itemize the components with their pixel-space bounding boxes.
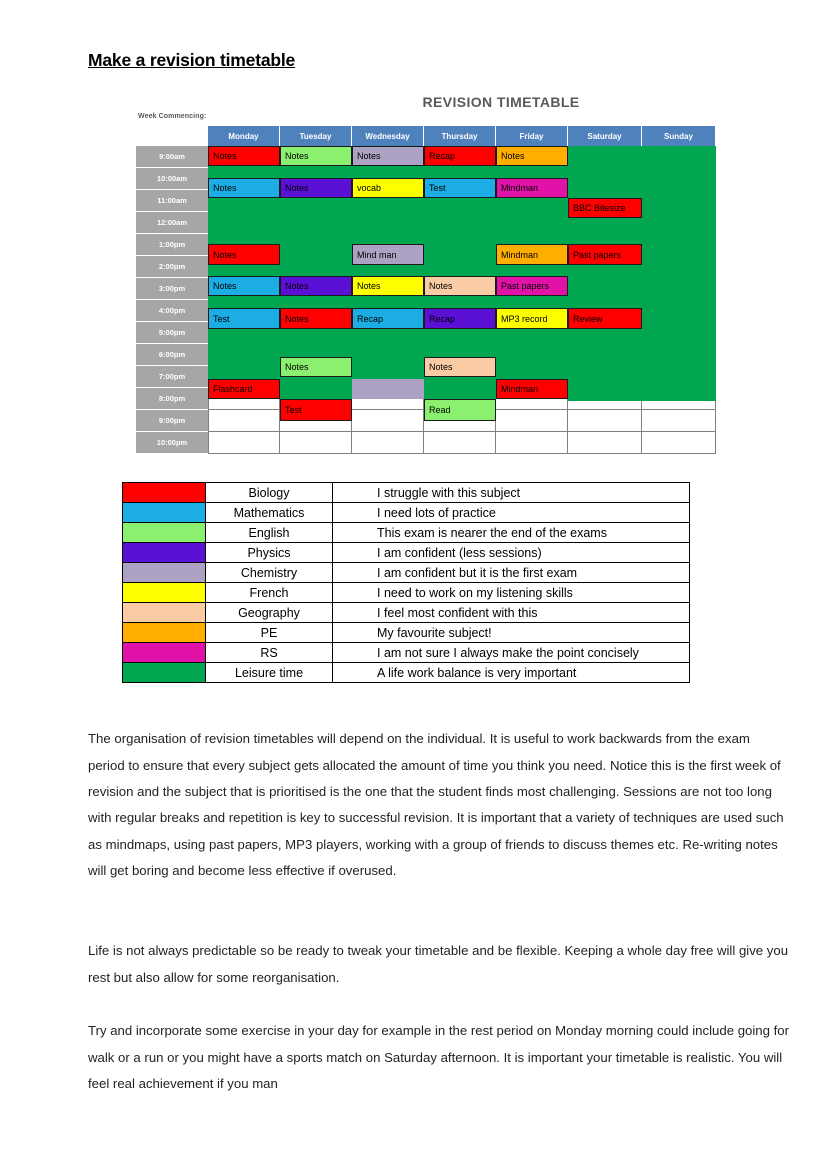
timetable-session-block[interactable]: Notes bbox=[280, 276, 352, 296]
timetable-cell[interactable] bbox=[208, 410, 280, 432]
timetable-leisure-block[interactable] bbox=[352, 296, 424, 308]
timetable-leisure-block[interactable] bbox=[352, 166, 424, 178]
legend-comment: My favourite subject! bbox=[333, 623, 690, 643]
timetable-leisure-block[interactable] bbox=[208, 329, 280, 379]
timetable-cell[interactable] bbox=[424, 432, 496, 454]
timetable-day-header-friday: Friday bbox=[496, 126, 568, 146]
timetable-leisure-block[interactable] bbox=[208, 265, 280, 276]
timetable-time-label: 11:00am bbox=[136, 190, 208, 212]
timetable-cell[interactable] bbox=[642, 432, 716, 454]
timetable-time-label: 12:00am bbox=[136, 212, 208, 234]
timetable-cell[interactable] bbox=[496, 410, 568, 432]
legend-colour-swatch bbox=[123, 503, 206, 523]
timetable-leisure-block[interactable] bbox=[280, 166, 352, 178]
timetable-cell[interactable] bbox=[208, 432, 280, 454]
timetable-leisure-block[interactable] bbox=[280, 329, 352, 357]
timetable-time-label: 4:00pm bbox=[136, 300, 208, 322]
timetable-session-block[interactable]: Notes bbox=[208, 244, 280, 265]
week-commencing-label: Week Commencing: bbox=[138, 113, 207, 120]
timetable-session-block[interactable]: Past papers bbox=[496, 276, 568, 296]
timetable-leisure-block[interactable] bbox=[496, 329, 568, 379]
page-title: Make a revision timetable bbox=[88, 49, 296, 70]
legend-subject-name: Leisure time bbox=[206, 663, 333, 683]
timetable-time-label: 9:00pm bbox=[136, 410, 208, 432]
timetable-leisure-block[interactable] bbox=[280, 198, 352, 276]
timetable-time-label: 8:00pm bbox=[136, 388, 208, 410]
timetable-cell[interactable] bbox=[642, 410, 716, 432]
legend-row bbox=[123, 503, 690, 523]
body-paragraph-2: Life is not always predictable so be ready to tweak your timetable and be flexible. Keeping a whole day free will give you rest but also allow for some reorganisation. bbox=[88, 943, 789, 985]
timetable-leisure-block[interactable] bbox=[568, 146, 642, 401]
timetable-leisure-block[interactable] bbox=[496, 166, 568, 178]
legend-comment: I am not sure I always make the point concisely bbox=[333, 643, 690, 663]
legend-subject-name: French bbox=[206, 583, 333, 603]
timetable-session-block[interactable]: Read bbox=[424, 399, 496, 421]
timetable-leisure-block[interactable] bbox=[208, 166, 280, 178]
timetable-session-block[interactable]: Mindman bbox=[496, 379, 568, 399]
timetable-leisure-block[interactable] bbox=[424, 166, 496, 178]
timetable-leisure-block[interactable] bbox=[424, 377, 496, 399]
timetable-session-block[interactable]: Mind man bbox=[352, 244, 424, 265]
legend-row bbox=[123, 603, 690, 623]
timetable-day-header-tuesday: Tuesday bbox=[280, 126, 352, 146]
timetable-day-header-saturday: Saturday bbox=[568, 126, 642, 146]
legend-subject-name: Mathematics bbox=[206, 503, 333, 523]
body-paragraph-1: The organisation of revision timetables will depend on the individual. It is useful to work backwards from the exam period to ensure that every subject gets allocated the amount of time you think you need. Notice this is the first week of revision and the subject that is prioritised is the one that the student finds most challenging. Sessions are not too long with regular breaks and repetition is key to successful revision. It is important that a variety of techniques are used such as mindmaps, using past papers, MP3 players, working with a group of friends to discuss themes etc. Re-writing notes will get boring and become less effective if overused. bbox=[88, 731, 784, 879]
legend-row bbox=[123, 583, 690, 603]
timetable-leisure-block[interactable] bbox=[352, 379, 424, 399]
timetable-session-block[interactable]: Test bbox=[208, 308, 280, 329]
legend-comment: I need to work on my listening skills bbox=[333, 583, 690, 603]
legend-subject-name: Geography bbox=[206, 603, 333, 623]
timetable-leisure-block[interactable] bbox=[208, 296, 280, 308]
legend-subject-name: Biology bbox=[206, 483, 333, 503]
timetable-session-block[interactable]: Notes bbox=[280, 357, 352, 377]
legend-row bbox=[123, 523, 690, 543]
timetable-day-header-wednesday: Wednesday bbox=[352, 126, 424, 146]
legend-colour-swatch bbox=[123, 483, 206, 503]
timetable-cell[interactable] bbox=[568, 410, 642, 432]
timetable-session-block[interactable]: Notes bbox=[208, 178, 280, 198]
timetable-time-label: 2:00pm bbox=[136, 256, 208, 278]
subject-legend-table bbox=[122, 482, 690, 683]
timetable-leisure-block[interactable] bbox=[280, 296, 352, 308]
timetable-time-label: 3:00pm bbox=[136, 278, 208, 300]
timetable-cell[interactable] bbox=[352, 432, 424, 454]
timetable-cell[interactable] bbox=[352, 410, 424, 432]
timetable-session-block[interactable]: Notes bbox=[208, 276, 280, 296]
timetable-leisure-block[interactable] bbox=[208, 198, 280, 244]
timetable-cell[interactable] bbox=[496, 432, 568, 454]
legend-comment: I need lots of practice bbox=[333, 503, 690, 523]
timetable-leisure-block[interactable] bbox=[424, 296, 496, 308]
legend-row bbox=[123, 623, 690, 643]
timetable-session-block[interactable]: MP3 record bbox=[496, 308, 568, 329]
timetable-session-block[interactable]: Notes bbox=[352, 146, 424, 166]
timetable-session-block[interactable]: Mindman bbox=[496, 244, 568, 265]
timetable-leisure-block[interactable] bbox=[424, 198, 496, 276]
legend-subject-name: PE bbox=[206, 623, 333, 643]
timetable-session-block[interactable]: Review bbox=[568, 308, 642, 329]
timetable-time-label: 1:00pm bbox=[136, 234, 208, 256]
timetable-session-block[interactable]: Recap bbox=[352, 308, 424, 329]
timetable-title: REVISION TIMETABLE bbox=[422, 94, 580, 110]
timetable-session-block[interactable]: Flashcard bbox=[208, 379, 280, 399]
timetable-session-block[interactable]: Recap bbox=[424, 308, 496, 329]
legend-colour-swatch bbox=[123, 543, 206, 563]
timetable-session-block[interactable]: Notes bbox=[496, 146, 568, 166]
legend-comment: I am confident (less sessions) bbox=[333, 543, 690, 563]
legend-row bbox=[123, 643, 690, 663]
timetable-session-block[interactable]: Test bbox=[424, 178, 496, 198]
timetable-leisure-block[interactable] bbox=[352, 329, 424, 379]
timetable-leisure-block[interactable] bbox=[496, 296, 568, 308]
legend-colour-swatch bbox=[123, 583, 206, 603]
timetable-session-block[interactable]: Mindman bbox=[496, 178, 568, 198]
timetable-session-block[interactable]: Notes bbox=[424, 276, 496, 296]
legend-colour-swatch bbox=[123, 523, 206, 543]
timetable-time-label: 10:00am bbox=[136, 168, 208, 190]
timetable-cell[interactable] bbox=[280, 432, 352, 454]
timetable-leisure-block[interactable] bbox=[424, 329, 496, 357]
timetable-session-block[interactable]: Notes bbox=[352, 276, 424, 296]
timetable-leisure-block[interactable] bbox=[642, 146, 716, 401]
legend-comment: I feel most confident with this bbox=[333, 603, 690, 623]
timetable-session-block[interactable]: Test bbox=[280, 399, 352, 421]
legend-row bbox=[123, 663, 690, 683]
timetable-leisure-block[interactable] bbox=[352, 198, 424, 244]
body-paragraph-3: Try and incorporate some exercise in your day for example in the rest period on Monday morning could include going for walk or a run or you might have a sports match on Saturday afternoon. It is important your timetable is realistic. You will feel real achievement if you man bbox=[88, 1023, 790, 1091]
legend-row bbox=[123, 563, 690, 583]
timetable-session-block[interactable]: BBC Bitesize bbox=[568, 198, 642, 218]
timetable-leisure-block[interactable] bbox=[496, 198, 568, 244]
legend-colour-swatch bbox=[123, 663, 206, 683]
legend-colour-swatch bbox=[123, 623, 206, 643]
legend-comment: I am confident but it is the first exam bbox=[333, 563, 690, 583]
timetable-session-block[interactable]: Notes bbox=[280, 178, 352, 198]
timetable-day-header-sunday: Sunday bbox=[642, 126, 716, 146]
timetable-cell[interactable] bbox=[568, 432, 642, 454]
legend-comment: This exam is nearer the end of the exams bbox=[333, 523, 690, 543]
timetable-leisure-block[interactable] bbox=[280, 377, 352, 399]
legend-comment: I struggle with this subject bbox=[333, 483, 690, 503]
timetable-session-block[interactable]: Recap bbox=[424, 146, 496, 166]
timetable-day-header-thursday: Thursday bbox=[424, 126, 496, 146]
timetable-time-label: 5:00pm bbox=[136, 322, 208, 344]
legend-subject-name: Chemistry bbox=[206, 563, 333, 583]
timetable-session-block[interactable]: vocab bbox=[352, 178, 424, 198]
timetable-session-block[interactable]: Notes bbox=[208, 146, 280, 166]
legend-subject-name: English bbox=[206, 523, 333, 543]
timetable-leisure-block[interactable] bbox=[496, 265, 568, 276]
timetable-time-label: 7:00pm bbox=[136, 366, 208, 388]
legend-colour-swatch bbox=[123, 643, 206, 663]
timetable-session-block[interactable]: Notes bbox=[280, 146, 352, 166]
legend-row bbox=[123, 543, 690, 563]
timetable-day-header-monday: Monday bbox=[208, 126, 280, 146]
timetable-time-label: 10:00pm bbox=[136, 432, 208, 454]
legend-colour-swatch bbox=[123, 563, 206, 583]
timetable-time-label: 9:00am bbox=[136, 146, 208, 168]
timetable-leisure-block[interactable] bbox=[352, 265, 424, 276]
legend-row bbox=[123, 483, 690, 503]
timetable-session-block[interactable]: Past papers bbox=[568, 244, 642, 265]
legend-subject-name: RS bbox=[206, 643, 333, 663]
timetable-session-block[interactable]: Notes bbox=[280, 308, 352, 329]
legend-comment: A life work balance is very important bbox=[333, 663, 690, 683]
legend-colour-swatch bbox=[123, 603, 206, 623]
timetable-time-label: 6:00pm bbox=[136, 344, 208, 366]
legend-subject-name: Physics bbox=[206, 543, 333, 563]
timetable-session-block[interactable]: Notes bbox=[424, 357, 496, 377]
